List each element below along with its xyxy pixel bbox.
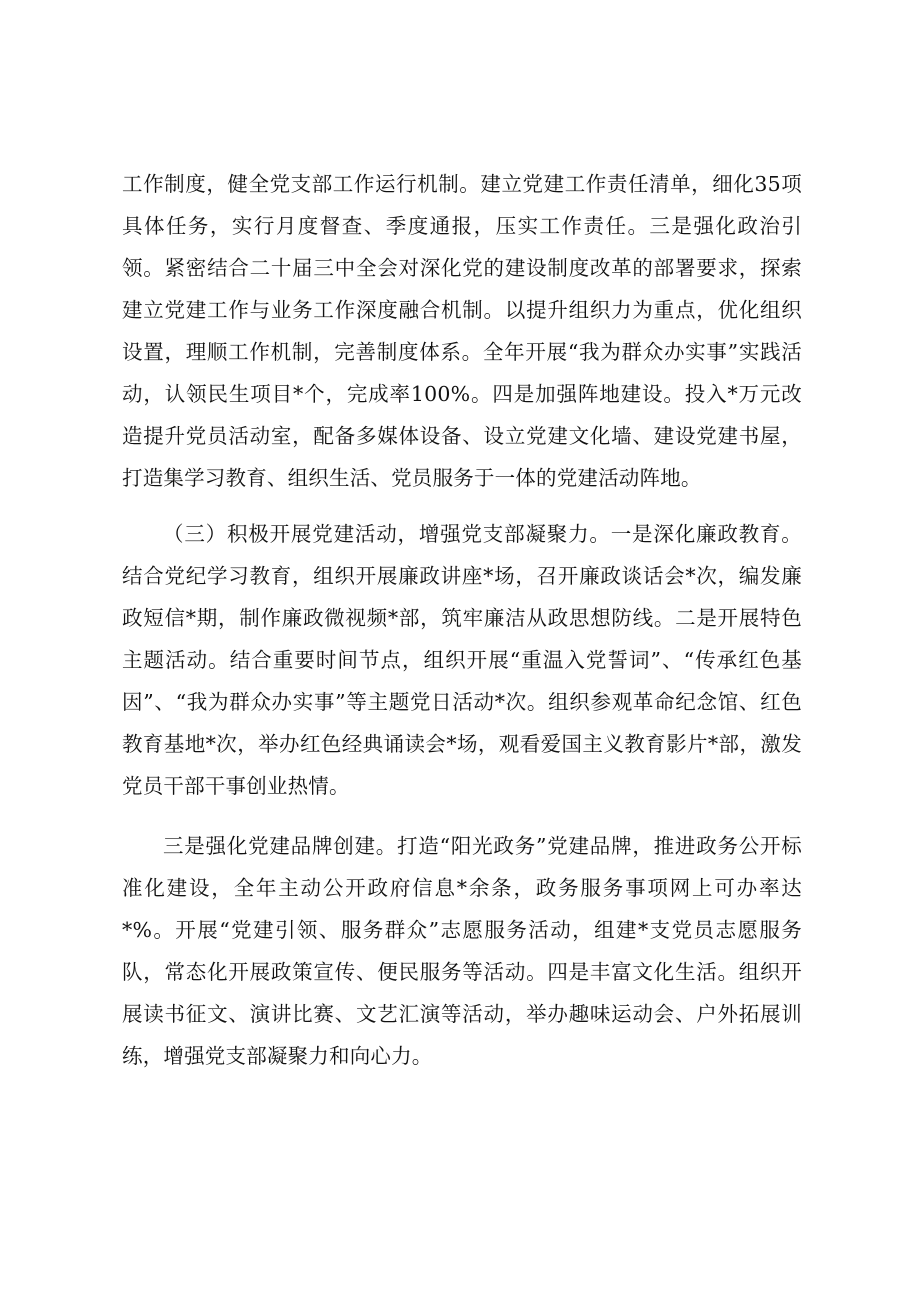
paragraph-work-system: 工作制度，健全党支部工作运行机制。建立党建工作责任清单，细化35项具体任务，实行月度督查、季度通报，压实工作责任。三是强化政治引领。紧密结合二十届三中全会对深化党的建设制度改革的部署要求，探索建立党建工作与业务工作深度融合机制。以提升组织力为重点，优化组织设置，理顺工作机制，完善制度体系。全年开展“我为群众办实事”实践活动，认领民生项目*个，完成率100%。四是加强阵地建设。投入*万元改造提升党员活动室，配备多媒体设备、设立党建文化墙、建设党建书屋，打造集学习教育、组织生活、党员服务于一体的党建活动阵地。	[122, 172, 802, 490]
paragraph-party-brand: 三是强化党建品牌创建。打造“阳光政务”党建品牌，推进政务公开标准化建设，全年主动公开政府信息*余条，政务服务事项网上可办率达*%。开展“党建引领、服务群众”志愿服务活动，组建*支党员志愿服务队，常态化开展政策宣传、便民服务等活动。四是丰富文化生活。组织开展读书征文、演讲比赛、文艺汇演等活动，举办趣味运动会、户外拓展训练，增强党支部凝聚力和向心力。	[122, 834, 802, 1068]
document-body	[122, 163, 802, 1077]
paragraph-party-activities: （三）积极开展党建活动，增强党支部凝聚力。一是深化廉政教育。结合党纪学习教育，组织开展廉政讲座*场，召开廉政谈话会*次，编发廉政短信*期，制作廉政微视频*部，筑牢廉洁从政思想防线。二是开展特色主题活动。结合重要时间节点，组织开展“重温入党誓词”、“传承红色基因”、“我为群众办实事”等主题党日活动*次。组织参观革命纪念馆、红色教育基地*次，举办红色经典诵读会*场，观看爱国主义教育影片*部，激发党员干部干事创业热情。	[122, 522, 802, 798]
